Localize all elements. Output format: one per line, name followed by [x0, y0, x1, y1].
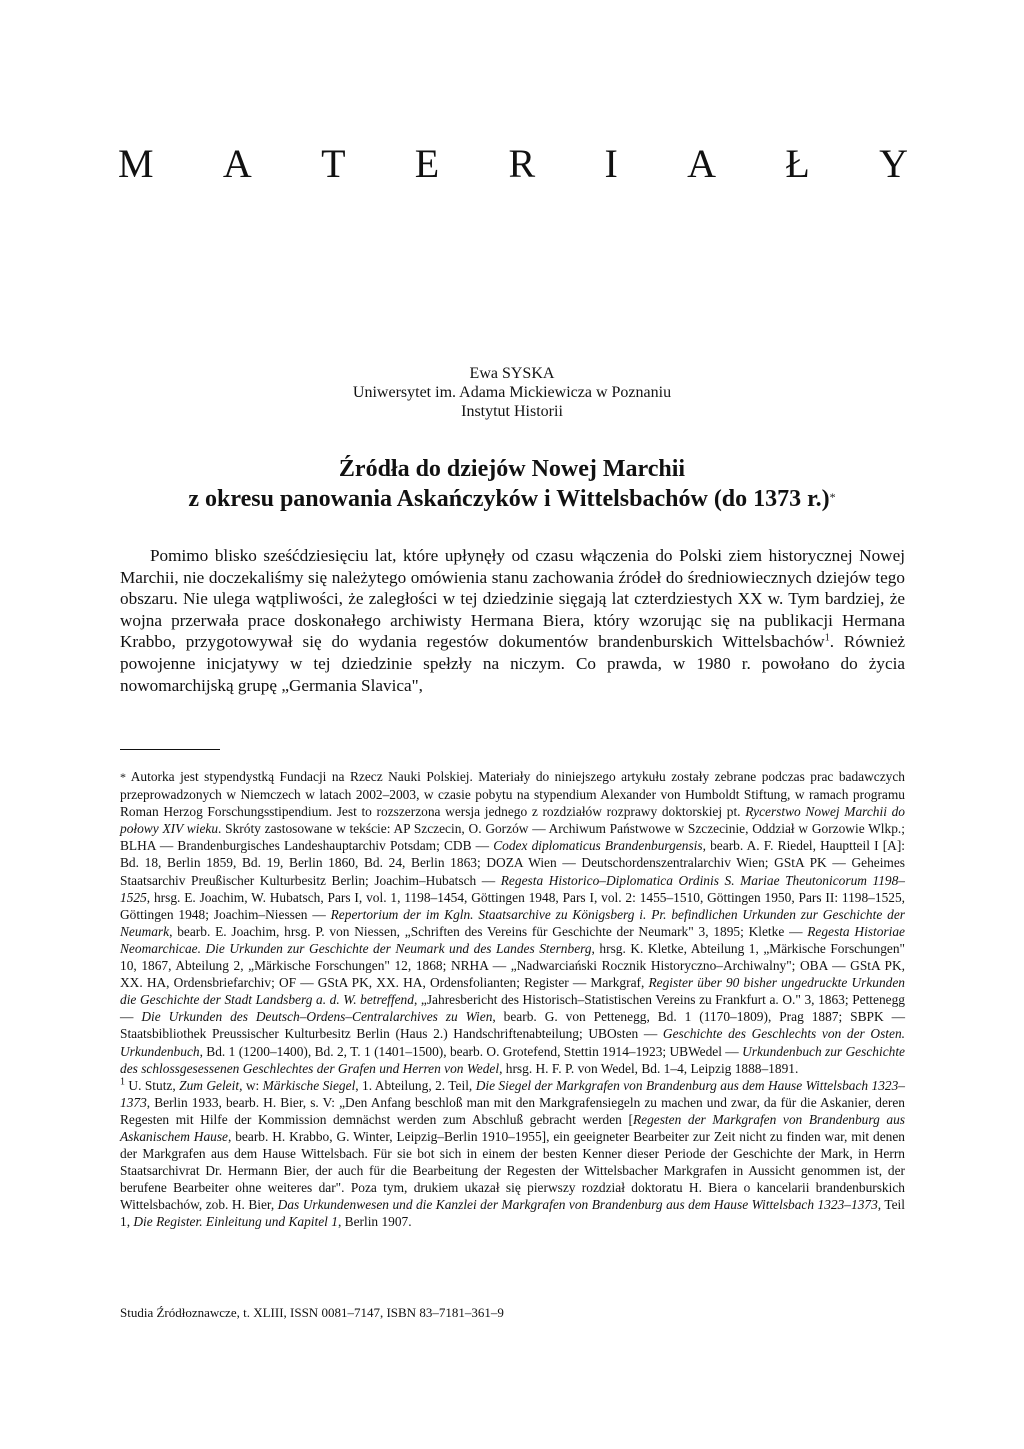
title-footnote-marker: * [829, 490, 836, 504]
footnote-1-mark: 1 [120, 1076, 125, 1088]
text-segment: , 1. Abteilung, 2. Teil, [355, 1077, 476, 1093]
text-segment: , „Jahresbericht des Historisch–Statistischen Vereins zu Frankfurt a. O." 3, 1863; Pettenegg — [120, 992, 905, 1025]
italic-segment: Rycerstwo Nowej Marchii do połowy XIV wieku [120, 804, 905, 837]
footnote-star-mark: * [120, 770, 126, 784]
italic-segment: Märkische Siegel [262, 1077, 356, 1093]
section-title-letter: Ł [785, 141, 810, 186]
text-segment: , Berlin 1933, bearb. H. Bier, s. V: „Den Anfang beschloß man mit den Markgrafensiegeln zu machen und zwar, da für die Askanier, deren Regesten mit Hilfe der Kommission demnächst werden zum Abschluß gebracht werden [ [120, 1094, 905, 1127]
footnote-star-text [120, 769, 905, 1076]
italic-segment: Repertorium der im Kgln. Staatsarchive zu Königsberg i. Pr. befindlichen Urkunden zur Geschichte der Neumark [120, 906, 905, 939]
text-segment: , hrsg. E. Joachim, W. Hubatsch, Pars I, vol. 1, 1198–1454, Göttingen 1948, Pars I, vol. 2: 1455–1510, Göttingen 1950, Pars II: 1198–1525, Göttingen 1948; Joachim–Niessen — [120, 889, 905, 922]
article-title-line2-text: z okresu panowania Askańczyków i Wittelsbachów (do 1373 r.) [188, 486, 830, 512]
text-segment: , bearb. H. Krabbo, G. Winter, Leipzig–Berlin 1910–1955], ein geeigneter Bearbeiter zur Zeit nicht zu finden war, mit denen der Markgrafen aus dem Hause Wittelsbach. Für sie bot sich in einem der besten Kenner dieser Periode der Geschichte der Mark, in Herrn Staatsarchivrat Dr. Hermann Bier, der auch für die Bearbeitung der Regesten der Wittelsbacher Markgrafen in Aussicht genommen ist, der berufene Bearbeiter ohne weiteres dar". Poza tym, drukiem ukazał się pierwszy rozdział doktoratu H. Biera o kancelarii brandenburskich Wittelsbachów, zob. H. Bier, [120, 1128, 905, 1213]
text-segment: , bearb. E. Joachim, hrsg. P. von Niessen, „Schriften des Vereins für Geschichte der Neumark" 3, 1895; Kletke — [169, 923, 808, 939]
footnote-star [120, 768, 905, 1077]
text-segment: , bearb. G. von Pettenegg, Bd. 1 (1170–1809), Prag 1887; SBPK — Staatsbibliothek Preussischer Kulturbesitz Berlin (Haus 2.) Handschriftenabteilung; UBOsten — [120, 1009, 905, 1042]
section-title-letter: M [118, 141, 154, 186]
italic-segment: Urkundenbuch zur Geschichte des schlossgesessenen Geschlechtes der Grafen und Herren von Wedel [120, 1043, 905, 1076]
section-title-letter: R [508, 141, 536, 186]
section-title-letter: A [687, 141, 717, 186]
text-segment: , hrsg. H. F. P. von Wedel, Bd. 1–4, Leipzig 1888–1891. [499, 1060, 799, 1076]
italic-segment: Die Siegel der Markgrafen von Brandenburg aus dem Hause Wittelsbach 1323–1373 [120, 1077, 905, 1110]
author-name: Ewa SYSKA [469, 365, 555, 382]
italic-segment: Codex diplomaticus Brandenburgensis [493, 838, 703, 854]
italic-segment: Regesten der Markgrafen von Brandenburg aus Askanischem Hause [120, 1111, 905, 1144]
article-title-line1: Źródła do dziejów Nowej Marchii [338, 456, 686, 482]
footnote-1 [120, 1077, 905, 1231]
text-segment: U. Stutz, [125, 1077, 180, 1093]
author-affiliation: Uniwersytet im. Adama Mickiewicza w Poznaniu [352, 384, 672, 401]
body-text-part2: . Również powojenne inicjatywy w tej dziedzinie spełzły na niczym. Co prawda, w 1980 r. powołano do życia nowomarchijską grupę „Germania Slavica", [120, 632, 905, 695]
text-segment: , w: [239, 1077, 263, 1093]
text-segment: Autorka jest stypendystką Fundacji na Rzecz Nauki Polskiej. Materiały do niniejszego artykułu zostały zebrane podczas prac badawczych przeprowadzonych w Niemczech w latach 2002–2003, w czasie pobytu na stypendium Alexander von Humboldt Stiftung, w ramach programu Roman Herzog Forschungsstipendium. Jest to rozszerzona wersja jednego z rozdziałów rozprawy doktorskiej pt. [120, 769, 905, 820]
italic-segment: Regesta Historiae Neomarchicae. Die Urkunden zur Geschichte der Neumark und des Landes Sternberg [120, 923, 905, 956]
text-segment: , bearb. A. F. Riedel, Hauptteil I [A]: Bd. 18, Berlin 1859, Bd. 19, Berlin 1860, Bd. 24, Berlin 1863; DOZA Wien — Deutschordenszentralarchiv Wien; GStA PK — Geheimes Staatsarchiv Preußischer Kulturbesitz Berlin; Joachim–Hubatsch — [120, 838, 906, 888]
italic-segment: Regesta Historico–Diplomatica Ordinis S. Mariae Theutonicorum 1198–1525 [120, 872, 905, 905]
italic-segment: Zum Geleit [179, 1077, 240, 1093]
section-title-letter: I [604, 141, 618, 186]
italic-segment: Die Register. Einleitung und Kapitel 1 [133, 1214, 338, 1230]
section-title-letter: A [222, 141, 252, 186]
italic-segment: Register über 90 bisher ungedruckte Urkunden die Geschichte der Stadt Landsberg a. d. W. betreffend [120, 975, 905, 1008]
footnote-reference: 1 [824, 632, 830, 644]
text-segment: , Berlin 1907. [337, 1214, 412, 1230]
italic-segment: Die Urkunden des Deutsch–Ordens–Centralarchives zu Wien [141, 1009, 493, 1025]
author-block [0, 364, 1024, 421]
text-segment: , Bd. 1 (1200–1400), Bd. 2, T. 1 (1401–1500), bearb. O. Grotefend, Stettin 1914–1923; UBWedel — [199, 1043, 743, 1059]
footnote-1-text [120, 1078, 905, 1230]
section-title-letter: T [321, 141, 346, 186]
author-institute: Instytut Historii [461, 403, 563, 420]
footnote-separator [120, 749, 220, 750]
italic-segment: Das Urkundenwesen und die Kanzlei der Markgrafen von Brandenburg aus dem Hause Wittelsbach 1323–1373 [277, 1197, 878, 1213]
section-title-letter: E [414, 141, 440, 186]
text-segment: , Teil 1, [120, 1197, 905, 1230]
footnotes [120, 768, 905, 1231]
text-segment: , hrsg. K. Kletke, Abteilung 1, „Märkische Forschungen" 10, 1867, Abteilung 2, „Märkische Forschungen" 12, 1868; NRHA — „Nadwarciański Rocznik Historyczno–Archiwalny"; OBA — GStA PK, XX. HA, Ordensbriefarchiv; OF — GStA PK, XX. HA, Ordensfolianten; Register — Markgraf, [120, 940, 905, 991]
italic-segment: Geschichte des Geschlechts von der Osten. Urkundenbuch [120, 1026, 906, 1059]
article-title-line2 [0, 484, 1024, 514]
journal-citation: Studia Źródłoznawcze, t. XLIII, ISSN 0081–7147, ISBN 83–7181–361–9 [120, 1305, 504, 1320]
text-segment: . Skróty zastosowane w tekście: AP Szczecin, O. Gorzów — Archiwum Państwowe w Szczecinie, Oddział w Gorzowie Wlkp.; BLHA — Brandenburgisches Landeshauptarchiv Potsdam; CDB — [120, 821, 905, 854]
body-text-part1: Pomimo blisko sześćdziesięciu lat, które upłynęły od czasu włączenia do Polski ziem historycznej Nowej Marchii, nie doczekaliśmy się należytego omówienia stanu zachowania źródeł do średniowiecznych dziejów tego obszaru. Nie ulega wątpliwości, że zaległości w tej dziedzinie sięgają lat czterdziestych XX w. Tym bardziej, że wojna przerwała prace doskonałego archiwisty Hermana Biera, który wzorując się na publikacji Hermana Krabbo, przygotowywał się do wydania regestów dokumentów brandenburskich Wittelsbachów [120, 546, 905, 652]
body-paragraph [120, 545, 905, 696]
article-title [0, 454, 1024, 514]
section-title-letter: Y [879, 141, 908, 186]
section-title [118, 142, 908, 186]
